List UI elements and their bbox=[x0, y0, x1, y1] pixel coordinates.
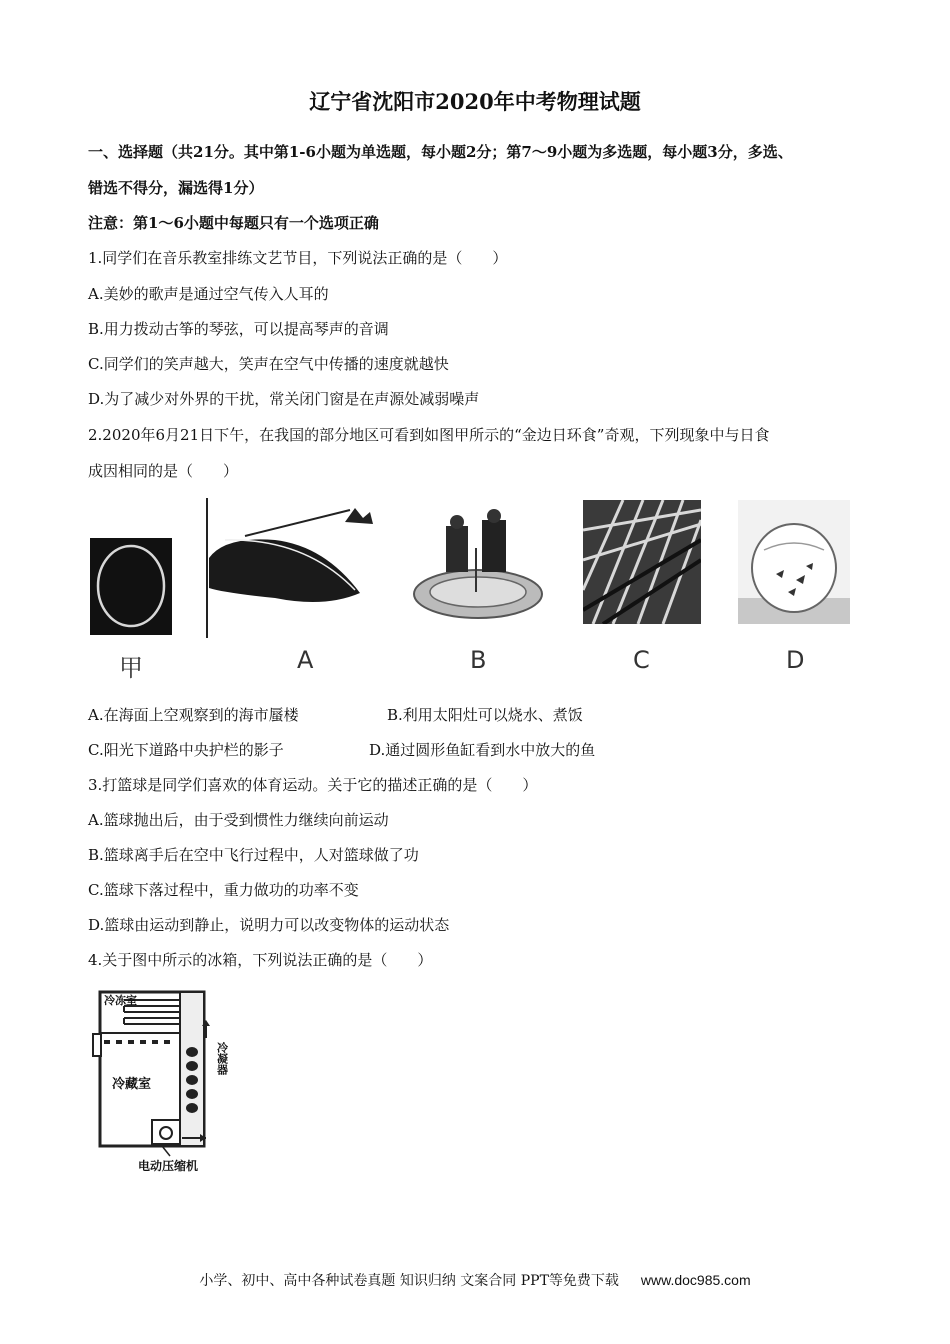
condenser-label: 冷凝器 bbox=[215, 1042, 229, 1075]
figure-label-c: C bbox=[633, 646, 650, 674]
section-heading-line2: 错选不得分，漏选得1分） bbox=[88, 179, 264, 197]
figure-label-a: A bbox=[297, 646, 314, 674]
figure-label-jia: 甲 bbox=[119, 654, 143, 682]
q2-stem-line1: 2.2020年6月21日下午，在我国的部分地区可看到如图甲所示的“金边日环食”奇观，下列现象中与日食 bbox=[88, 426, 770, 444]
q1-stem: 1.同学们在音乐教室排练文艺节目，下列说法正确的是（ ） bbox=[88, 249, 508, 267]
q2-option-c: C.阳光下道路中央护栏的影子 bbox=[88, 741, 284, 759]
q3-option-a: A.篮球抛出后，由于受到惯性力继续向前运动 bbox=[88, 811, 389, 829]
q1-option-b: B.用力拨动古筝的琴弦，可以提高琴声的音调 bbox=[88, 320, 389, 338]
q1-option-d: D.为了减少对外界的干扰，常关闭门窗是在声源处减弱噪声 bbox=[88, 390, 480, 408]
q3-option-b: B.篮球离手后在空中飞行过程中，人对篮球做了功 bbox=[88, 846, 419, 864]
solar-cooker-figure bbox=[410, 508, 546, 622]
q3-option-c: C.篮球下落过程中，重力做功的功率不变 bbox=[88, 881, 359, 899]
q3-stem: 3.打篮球是同学们喜欢的体育运动。关于它的描述正确的是（ ） bbox=[88, 776, 538, 794]
fishbowl-figure bbox=[738, 500, 850, 624]
figure-label-d: D bbox=[786, 646, 805, 674]
figure-label-b: B bbox=[470, 646, 487, 674]
eclipse-figure bbox=[90, 538, 172, 635]
footer-text: 小学、初中、高中各种试卷真题 知识归纳 文案合同 PPT等免费下载 bbox=[199, 1273, 619, 1289]
section-note: 注意：第1～6小题中每题只有一个选项正确 bbox=[88, 214, 379, 232]
page-title: 辽宁省沈阳市2020年中考物理试题 bbox=[309, 89, 641, 114]
freezer-label: 冷冻室 bbox=[104, 994, 137, 1007]
fridge-compartment-label: 冷藏室 bbox=[112, 1077, 152, 1092]
q2-option-b: B.利用太阳灶可以烧水、煮饭 bbox=[387, 706, 583, 724]
q4-stem: 4.关于图中所示的冰箱，下列说法正确的是（ ） bbox=[88, 951, 433, 969]
footer-url[interactable]: www.doc985.com bbox=[640, 1272, 751, 1288]
q2-option-a: A.在海面上空观察到的海市蜃楼 bbox=[88, 706, 299, 724]
q2-stem-line2: 成因相同的是（ ） bbox=[88, 462, 239, 480]
fridge-diagram bbox=[90, 988, 250, 1178]
q1-option-c: C.同学们的笑声越大，笑声在空气中传播的速度就越快 bbox=[88, 355, 449, 373]
q1-option-a: A.美妙的歌声是通过空气传入人耳的 bbox=[88, 285, 329, 303]
compressor-label: 电动压缩机 bbox=[138, 1159, 199, 1173]
section-heading-line1: 一、选择题（共21分。其中第1-6小题为单选题，每小题2分；第7～9小题为多选题，每小题3分，多选、 bbox=[88, 143, 793, 161]
mirage-figure bbox=[205, 498, 377, 638]
q2-option-d: D.通过圆形鱼缸看到水中放大的鱼 bbox=[369, 741, 596, 759]
guardrail-shadow-figure bbox=[583, 500, 701, 624]
q3-option-d: D.篮球由运动到静止，说明力可以改变物体的运动状态 bbox=[88, 916, 450, 934]
page-footer bbox=[0, 1270, 950, 1290]
